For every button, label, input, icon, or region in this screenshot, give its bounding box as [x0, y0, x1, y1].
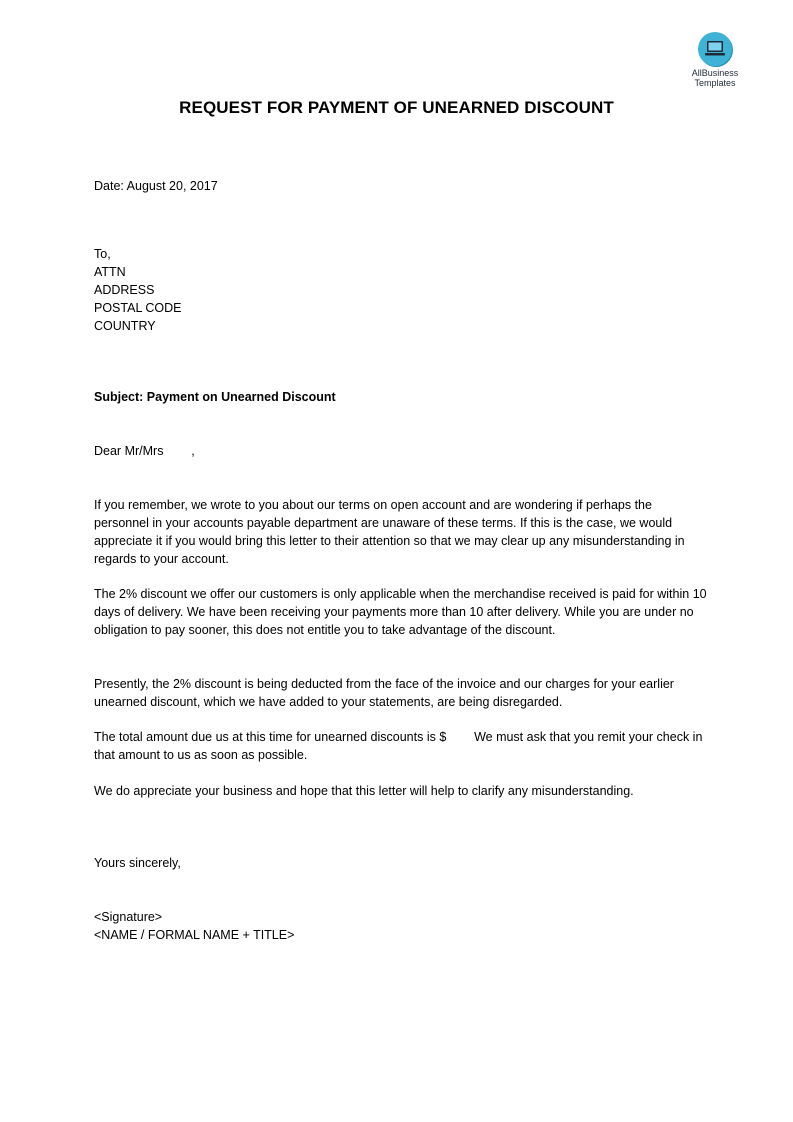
logo-line-1: AllBusiness — [691, 68, 739, 78]
laptop-icon — [698, 32, 732, 66]
paragraph-2: The 2% discount we offer our customers is only applicable when the merchandise received is paid for within 10 days of delivery. We have been receiving your payments more than 10 after delivery. While you are under no obligation to pay sooner, this does not entitle you to take advantage of the discount. — [94, 587, 707, 637]
closing: Yours sincerely, — [94, 856, 181, 870]
letter-date: Date: August 20, 2017 — [94, 179, 218, 193]
logo-line-2: Templates — [694, 78, 736, 88]
signature-block — [94, 908, 709, 944]
salutation: Dear Mr/Mrs , — [94, 444, 195, 458]
paragraph-4: The total amount due us at this time for unearned discounts is $ We must ask that you remit your check in that amount to us as soon as possible. — [94, 730, 706, 762]
signature-placeholder: <Signature> — [94, 910, 163, 924]
address-postal-code: POSTAL CODE — [94, 301, 182, 315]
recipient-address — [94, 245, 709, 335]
address-street: ADDRESS — [94, 283, 155, 297]
paragraph-1: If you remember, we wrote to you about our terms on open account and are wondering if perhaps the personnel in your accounts payable department are unaware of these terms. If this is the case, we would appreciate it if you would bring this letter to their attention so that we may clear up any misunderstanding in regards to your account. — [94, 498, 685, 566]
logo-text — [676, 68, 754, 88]
address-attn: ATTN — [94, 265, 126, 279]
paragraph-3: Presently, the 2% discount is being deducted from the face of the invoice and our charges for your earlier unearned discount, which we have added to your statements, are being disregarded. — [94, 677, 674, 709]
name-title-placeholder: <NAME / FORMAL NAME + TITLE> — [94, 928, 295, 942]
address-country: COUNTRY — [94, 319, 156, 333]
paragraph-5: We do appreciate your business and hope that this letter will help to clarify any misunderstanding. — [94, 784, 634, 798]
document-title: REQUEST FOR PAYMENT OF UNEARNED DISCOUNT — [179, 98, 614, 117]
allbusiness-templates-logo — [676, 32, 754, 88]
address-to: To, — [94, 247, 111, 261]
letter-subject: Subject: Payment on Unearned Discount — [94, 390, 336, 404]
